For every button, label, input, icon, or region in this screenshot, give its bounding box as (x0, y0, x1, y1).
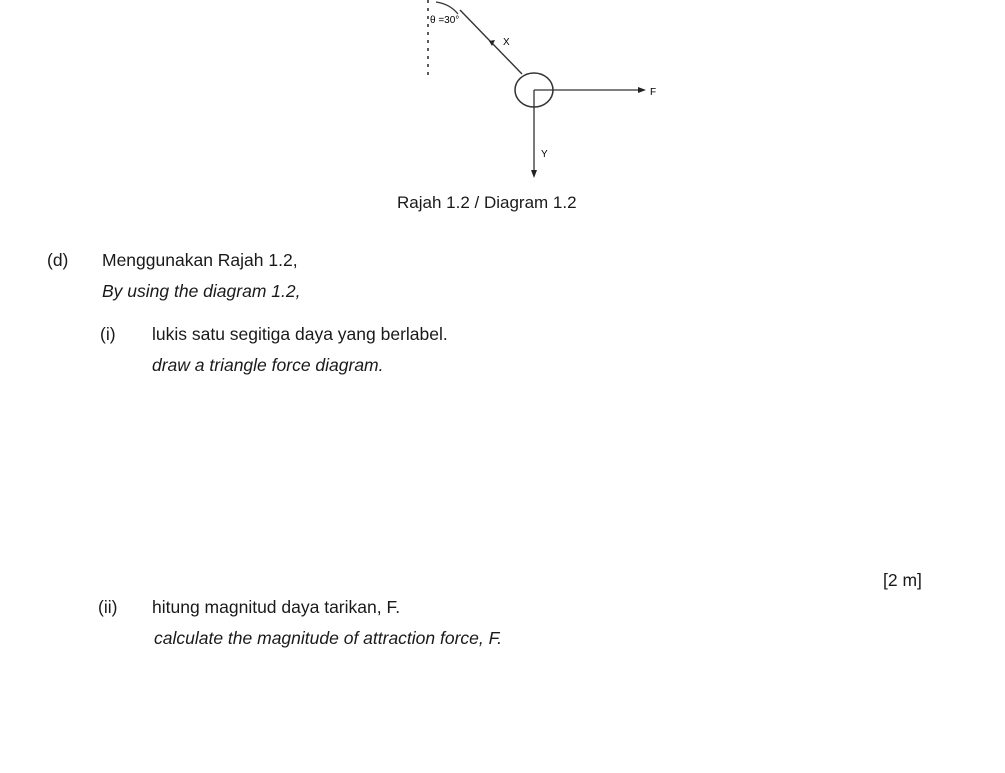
weight-y-arrowhead (531, 170, 537, 178)
force-diagram (0, 0, 1005, 220)
part-i-text-en: draw a triangle force diagram. (152, 355, 384, 375)
diagram-caption: Rajah 1.2 / Diagram 1.2 (397, 193, 577, 212)
question-d-text-ms: Menggunakan Rajah 1.2, (102, 250, 298, 270)
angle-arc (436, 2, 458, 14)
part-ii-text-ms: hitung magnitud daya tarikan, F. (152, 597, 401, 617)
part-i-number: (i) (100, 324, 116, 344)
part-ii-text-en: calculate the magnitude of attraction force, F. (154, 628, 502, 648)
force-f-arrowhead (638, 87, 646, 93)
part-i-text-ms: lukis satu segitiga daya yang berlabel. (152, 324, 448, 344)
label-x: X (503, 37, 510, 48)
label-f: F (650, 87, 657, 98)
part-i-marks: [2 m] (883, 570, 922, 590)
question-d-text-en: By using the diagram 1.2, (102, 281, 301, 301)
angle-label: θ =30° (430, 15, 460, 26)
label-y: Y (541, 149, 548, 160)
question-d-number: (d) (47, 250, 69, 270)
part-ii-number: (ii) (98, 597, 118, 617)
